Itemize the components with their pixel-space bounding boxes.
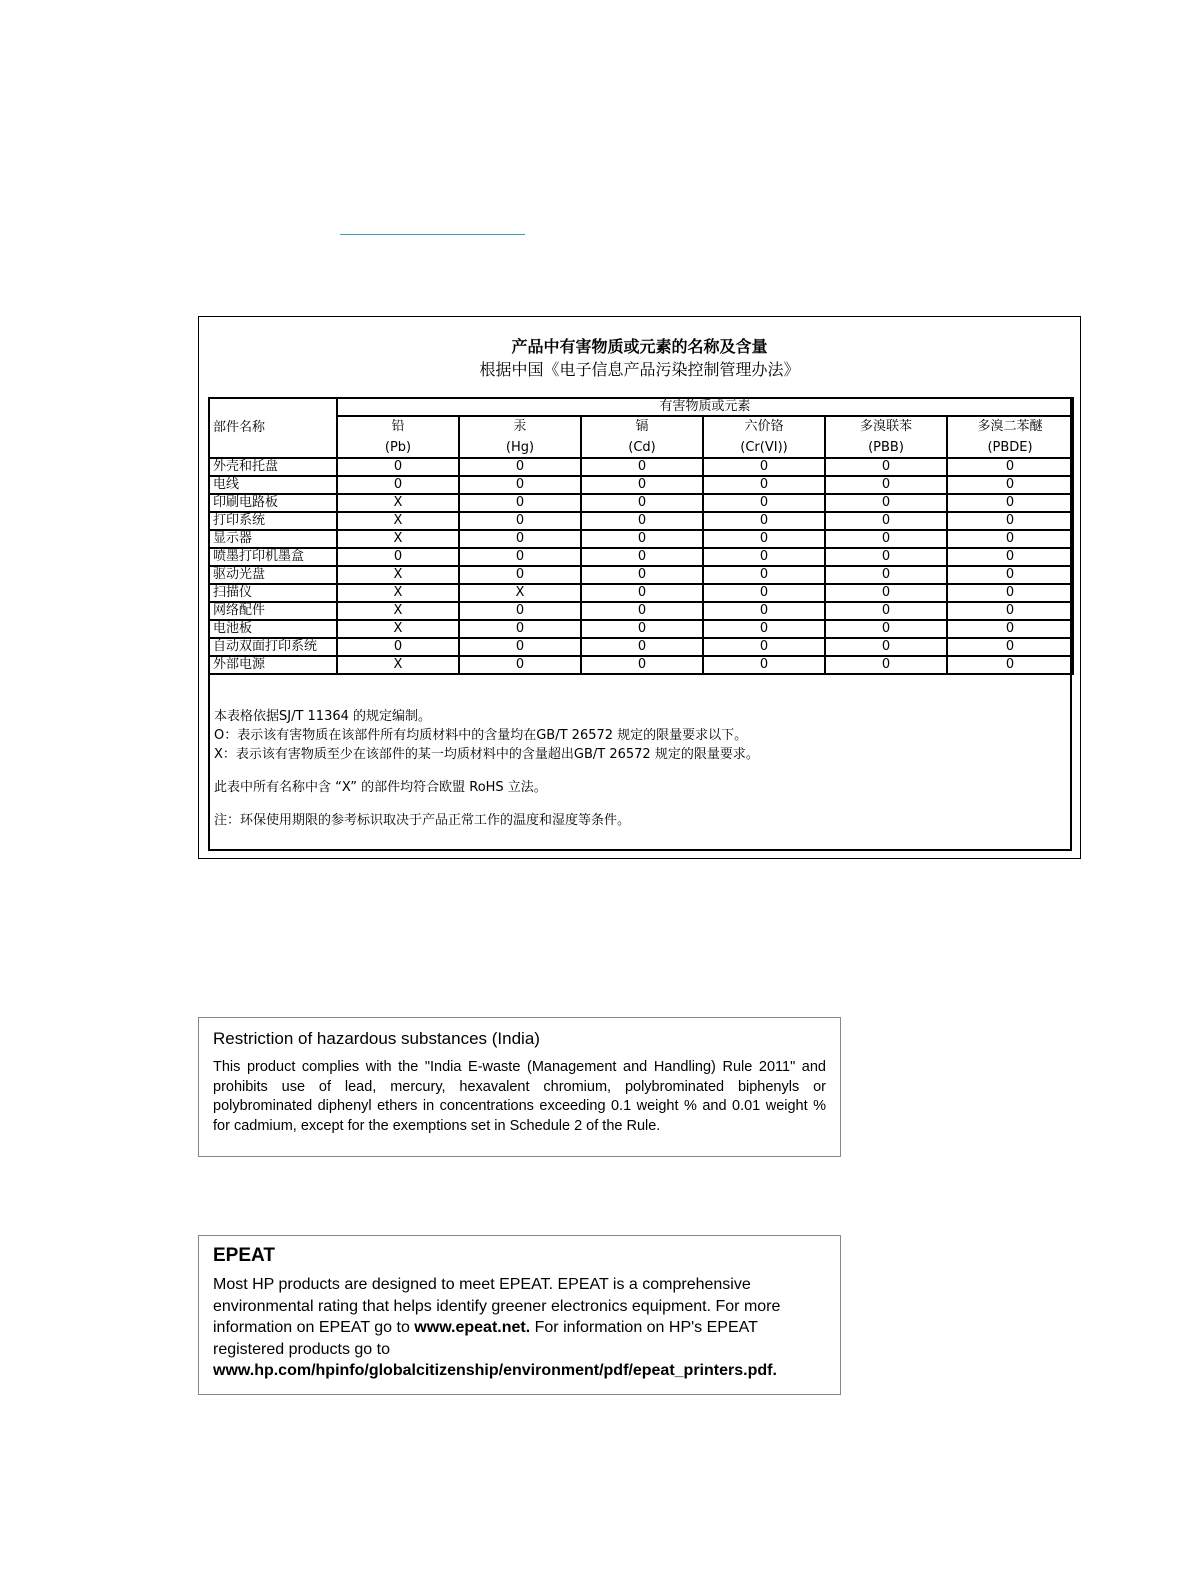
table-row	[209, 584, 1073, 602]
substance-value-cell: 0	[703, 566, 825, 584]
table-row	[209, 620, 1073, 638]
substance-value-cell: 0	[825, 530, 947, 548]
substance-value-cell: 0	[459, 602, 581, 620]
element-name: 铅	[391, 419, 405, 434]
substance-value-cell: 0	[947, 476, 1073, 494]
part-name-cell: 网络配件	[209, 602, 337, 620]
substance-value-cell: 0	[459, 512, 581, 530]
substance-value-cell: 0	[703, 548, 825, 566]
substance-value-cell: 0	[703, 620, 825, 638]
substance-value-cell: 0	[581, 620, 703, 638]
substance-value-cell: 0	[947, 620, 1073, 638]
table-row	[209, 602, 1073, 620]
substance-value-cell: 0	[581, 494, 703, 512]
substance-value-cell: 0	[947, 458, 1073, 476]
part-name-cell: 电线	[209, 476, 337, 494]
substance-value-cell: X	[337, 656, 459, 674]
hazard-table-frame	[208, 397, 1072, 851]
substance-value-cell: 0	[825, 512, 947, 530]
element-symbol: (PBDE)	[987, 440, 1033, 455]
china-rohs-panel	[198, 316, 1081, 859]
substance-value-cell: 0	[459, 458, 581, 476]
element-symbol: (Hg)	[505, 440, 535, 455]
substance-value-cell: X	[459, 584, 581, 602]
substance-value-cell: 0	[825, 566, 947, 584]
substance-value-cell: 0	[581, 512, 703, 530]
note-o-meaning: O：表示该有害物质在该部件所有均质材料中的含量均在GB/T 26572 规定的限量要求以下。	[214, 728, 748, 743]
substance-value-cell: X	[337, 494, 459, 512]
substance-value-cell: 0	[703, 476, 825, 494]
substance-value-cell: X	[337, 512, 459, 530]
note-basis: 本表格依据SJ/T 11364 的规定编制。	[214, 709, 432, 724]
substance-value-cell: 0	[581, 476, 703, 494]
substance-value-cell: 0	[947, 494, 1073, 512]
substance-value-cell: 0	[947, 512, 1073, 530]
substance-value-cell: 0	[703, 584, 825, 602]
element-name: 六价铬	[744, 419, 784, 434]
china-rohs-subtitle: 根据中国《电子信息产品污染控制管理办法》	[479, 360, 800, 379]
substance-value-cell: 0	[581, 530, 703, 548]
substance-value-cell: 0	[703, 638, 825, 656]
substance-value-cell: 0	[947, 548, 1073, 566]
substance-group-header: 有害物质或元素	[337, 398, 1073, 416]
substance-value-cell: 0	[459, 530, 581, 548]
substance-value-cell: X	[337, 530, 459, 548]
substance-value-cell: 0	[947, 530, 1073, 548]
substance-value-cell: X	[337, 566, 459, 584]
substance-value-cell: 0	[459, 656, 581, 674]
substance-value-cell: 0	[825, 638, 947, 656]
substance-value-cell: 0	[825, 620, 947, 638]
table-row	[209, 512, 1073, 530]
substance-value-cell: 0	[825, 458, 947, 476]
part-name-cell: 自动双面打印系统	[209, 638, 337, 656]
part-name-cell: 外部电源	[209, 656, 337, 674]
hp-epeat-url-link[interactable]: www.hp.com/hpinfo/globalcitizenship/environment/pdf/epeat_printers.pdf.	[213, 1362, 777, 1379]
substance-value-cell: 0	[459, 620, 581, 638]
epeat-title: EPEAT	[213, 1245, 275, 1266]
substance-value-cell: 0	[703, 512, 825, 530]
table-row	[209, 566, 1073, 584]
hazard-table	[208, 397, 1074, 675]
table-row	[209, 530, 1073, 548]
part-name-cell: 电池板	[209, 620, 337, 638]
substance-value-cell: 0	[825, 656, 947, 674]
china-rohs-title: 产品中有害物质或元素的名称及含量	[511, 337, 768, 356]
element-header	[825, 416, 947, 458]
part-name-header: 部件名称	[209, 398, 337, 458]
hyperlink-underline[interactable]	[340, 234, 525, 235]
substance-value-cell: 0	[703, 530, 825, 548]
substance-value-cell: 0	[337, 458, 459, 476]
part-name-cell: 喷墨打印机墨盒	[209, 548, 337, 566]
substance-value-cell: 0	[825, 476, 947, 494]
substance-value-cell: 0	[337, 548, 459, 566]
substance-value-cell: 0	[337, 476, 459, 494]
substance-value-cell: 0	[581, 656, 703, 674]
part-name-cell: 扫描仪	[209, 584, 337, 602]
substance-value-cell: 0	[947, 584, 1073, 602]
substance-value-cell: 0	[947, 638, 1073, 656]
part-name-cell: 印刷电路板	[209, 494, 337, 512]
element-name: 多溴二苯醚	[977, 419, 1043, 434]
element-symbol: (Cd)	[628, 440, 656, 455]
table-notes	[214, 707, 1064, 830]
india-rohs-title: Restriction of hazardous substances (India)	[213, 1029, 540, 1048]
part-name-cell: 显示器	[209, 530, 337, 548]
substance-value-cell: 0	[703, 458, 825, 476]
substance-value-cell: 0	[459, 548, 581, 566]
substance-value-cell: 0	[459, 638, 581, 656]
table-row	[209, 476, 1073, 494]
element-header	[337, 416, 459, 458]
part-name-cell: 外壳和托盘	[209, 458, 337, 476]
substance-value-cell: 0	[947, 602, 1073, 620]
substance-value-cell: X	[337, 602, 459, 620]
table-row	[209, 656, 1073, 674]
table-row	[209, 494, 1073, 512]
india-rohs-box	[198, 1017, 841, 1157]
substance-value-cell: X	[337, 620, 459, 638]
table-row	[209, 548, 1073, 566]
element-name: 多溴联苯	[859, 419, 912, 434]
part-name-cell: 打印系统	[209, 512, 337, 530]
element-name: 汞	[513, 419, 527, 434]
substance-value-cell: 0	[337, 638, 459, 656]
epeat-text	[213, 1274, 826, 1382]
substance-value-cell: 0	[947, 566, 1073, 584]
element-header	[581, 416, 703, 458]
substance-value-cell: 0	[703, 494, 825, 512]
india-rohs-text: This product complies with the "India E-waste (Management and Handling) Rule 2011" and prohibits use of lead, mercury, hexavalent chromium, polybrominated biphenyls or polybrominated diphenyl ethers in concentrations exceeding 0.1 weight % and 0.01 weight % for cadmium, except for the exemptions set in Schedule 2 of the Rule.	[213, 1059, 826, 1134]
element-symbol: (PBB)	[868, 440, 904, 455]
substance-value-cell: 0	[825, 494, 947, 512]
note-x-meaning: X：表示该有害物质至少在该部件的某一均质材料中的含量超出GB/T 26572 规定的限量要求。	[214, 747, 759, 762]
substance-value-cell: 0	[459, 476, 581, 494]
element-symbol: (Cr(VI))	[740, 440, 788, 455]
substance-value-cell: 0	[581, 458, 703, 476]
element-symbol: (Pb)	[384, 440, 412, 455]
epeat-text-part-2: For information on HP's EPEAT registered products go to	[213, 1319, 758, 1358]
substance-value-cell: 0	[825, 584, 947, 602]
element-name: 镉	[635, 419, 649, 434]
substance-value-cell: 0	[459, 566, 581, 584]
substance-value-cell: 0	[703, 656, 825, 674]
element-header	[703, 416, 825, 458]
note-epup: 注：环保使用期限的参考标识取决于产品正常工作的温度和湿度等条件。	[214, 813, 631, 828]
substance-value-cell: 0	[459, 494, 581, 512]
note-eu-rohs: 此表中所有名称中含 “X” 的部件均符合欧盟 RoHS 立法。	[214, 780, 547, 795]
element-header	[459, 416, 581, 458]
substance-value-cell: 0	[825, 602, 947, 620]
table-row	[209, 458, 1073, 476]
substance-value-cell: 0	[703, 602, 825, 620]
substance-value-cell: 0	[581, 602, 703, 620]
element-header	[947, 416, 1073, 458]
table-row	[209, 638, 1073, 656]
substance-value-cell: 0	[581, 584, 703, 602]
epeat-text-part-1: Most HP products are designed to meet EPEAT. EPEAT is a comprehensive environmental rating that helps identify greener electronics equipment. For more information on EPEAT go to	[213, 1276, 781, 1336]
epeat-url-link[interactable]: www.epeat.net.	[414, 1319, 531, 1336]
part-name-cell: 驱动光盘	[209, 566, 337, 584]
substance-value-cell: X	[337, 584, 459, 602]
substance-value-cell: 0	[581, 638, 703, 656]
substance-value-cell: 0	[581, 548, 703, 566]
substance-value-cell: 0	[947, 656, 1073, 674]
substance-value-cell: 0	[825, 548, 947, 566]
substance-value-cell: 0	[581, 566, 703, 584]
epeat-box	[198, 1235, 841, 1395]
